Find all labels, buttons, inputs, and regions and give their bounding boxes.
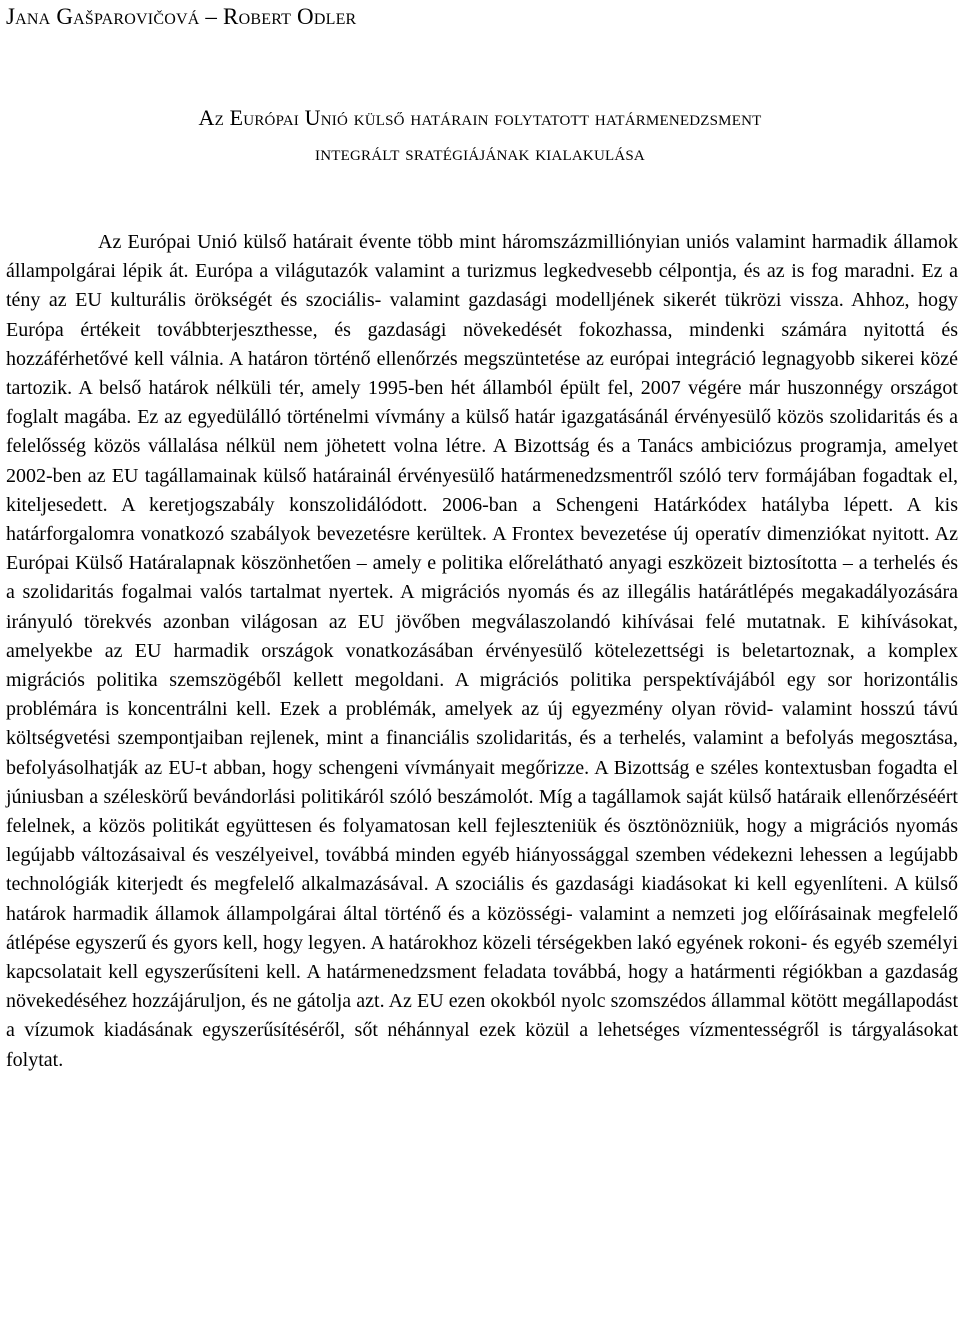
author-names: Jana Gašparovičová – Robert Odler — [6, 4, 357, 29]
article-title-line-1: Az Európai Unió külső határain folytatott határmenedzsment — [198, 105, 762, 130]
abstract-paragraph: Az Európai Unió külső határait évente több mint háromszázmilliónyian uniós valamint harmadik államok állampolgárai lépik át. Európa a világutazók valamint a turizmus legkedvesebb célpontja, és az is fog maradni. Ez a tény az EU kulturális örökségét és szociális- valamint gazdasági modelljének sikerét tükrözi vissza. Ahhoz, hogy Európa értékeit továbbterjeszthesse, és gazdasági növekedését fokozhassa, mindenki számára nyitottá és hozzáférhetővé kell válnia. A határon történő ellenőrzés megszüntetése az európai integráció legnagyobb sikerei közé tartozik. A belső határok nélküli tér, amely 1995-ben hét államból épült fel, 2007 végére már huszonnégy országot foglalt magába. Ez az egyedülálló történelmi vívmány a külső határ igazgatásánál érvényesülő közös szolidaritás és a felelősség közös vállalása nélkül nem jöhetett volna létre. A Bizottság és a Tanács ambiciózus programja, amelyet 2002-ben az EU tagállamainak külső határainál érvényesülő határmenedzsmentről szóló terv formájában fogadtak el, kiteljesedett. A keretjogszabály konszolidálódott. 2006-ban a Schengeni Határkódex hatályba lépett. A kis határforgalomra vonatkozó szabályok bevezetésre kerültek. A Frontex bevezetése új operatív dimenziókat nyitott. Az Európai Külső Határalapnak köszönhetően – amely e politika előrelátható anyagi eszközeit biztosította – a terhelés és a szolidaritás fogalmai valós tartalmat nyertek. A migrációs nyomás és az illegális határátlépés megakadályozására irányuló törekvés azonban világosan az EU jövőben megválaszolandó kihívásai felé mutatnak. E kihívásokat, amelyekbe az EU harmadik országok vonatkozásában érvényesülő kötelezettségi is beletartoznak, a komplex migrációs politika szemszögéből kellett megoldani. A migrációs politika perspektívájából egy sor horizontális problémára is koncentrálni kell. Ezek a problémák, amelyek az új egyezmény olyan rövid- valamint hosszú távú költségvetési szempontjaiban rejlenek, mint a financiális szolidaritás, és a terhelés, valamint a befolyás megosztása, befolyásolhatják az EU-t abban, hogy schengeni vívmányait megőrizze. A Bizottság e széles kontextusban fogadta el júniusban a széleskörű bevándorlási politikáról szóló beszámolót. Míg a tagállamok saját külső határaik ellenőrzéséért felelnek, a közös politikát együttesen és folyamatosan kell fejleszteniük és ösztönözniük, hogy a migrációs nyomás legújabb változásaival és veszélyeivel, továbbá minden egyéb hiányossággal szemben védekezni lehessen a legújabb technológiák kiterjedt és megfelelő alkalmazásával. A szociális és gazdasági kiadásokat ki kell egyenlíteni. A külső határok harmadik államok állampolgárai által történő és a közösségi- valamint a nemzeti jog előírásainak megfelelő átlépése egyszerű és gyors kell, hogy legyen. A határokhoz közeli térségekben lakó egyének rokoni- és egyéb személyi kapcsolatait kell egyszerűsíteni kell. A határmenedzsment feladata továbbá, hogy a határmenti régiókban a gazdaság növekedéséhez hozzájáruljon, és ne gátolja azt. Az EU ezen okokból nyolc szomszédos állammal kötött megállapodást a vízumok kiadásának egyszerűsítéséről, sőt néhánnyal ezek közül a lehetséges vízmentességről is tárgyalásokat folytat. — [6, 231, 958, 1071]
article-title-line-2: integrált sratégiájának kialakulása — [315, 140, 645, 165]
article-title — [0, 100, 960, 170]
